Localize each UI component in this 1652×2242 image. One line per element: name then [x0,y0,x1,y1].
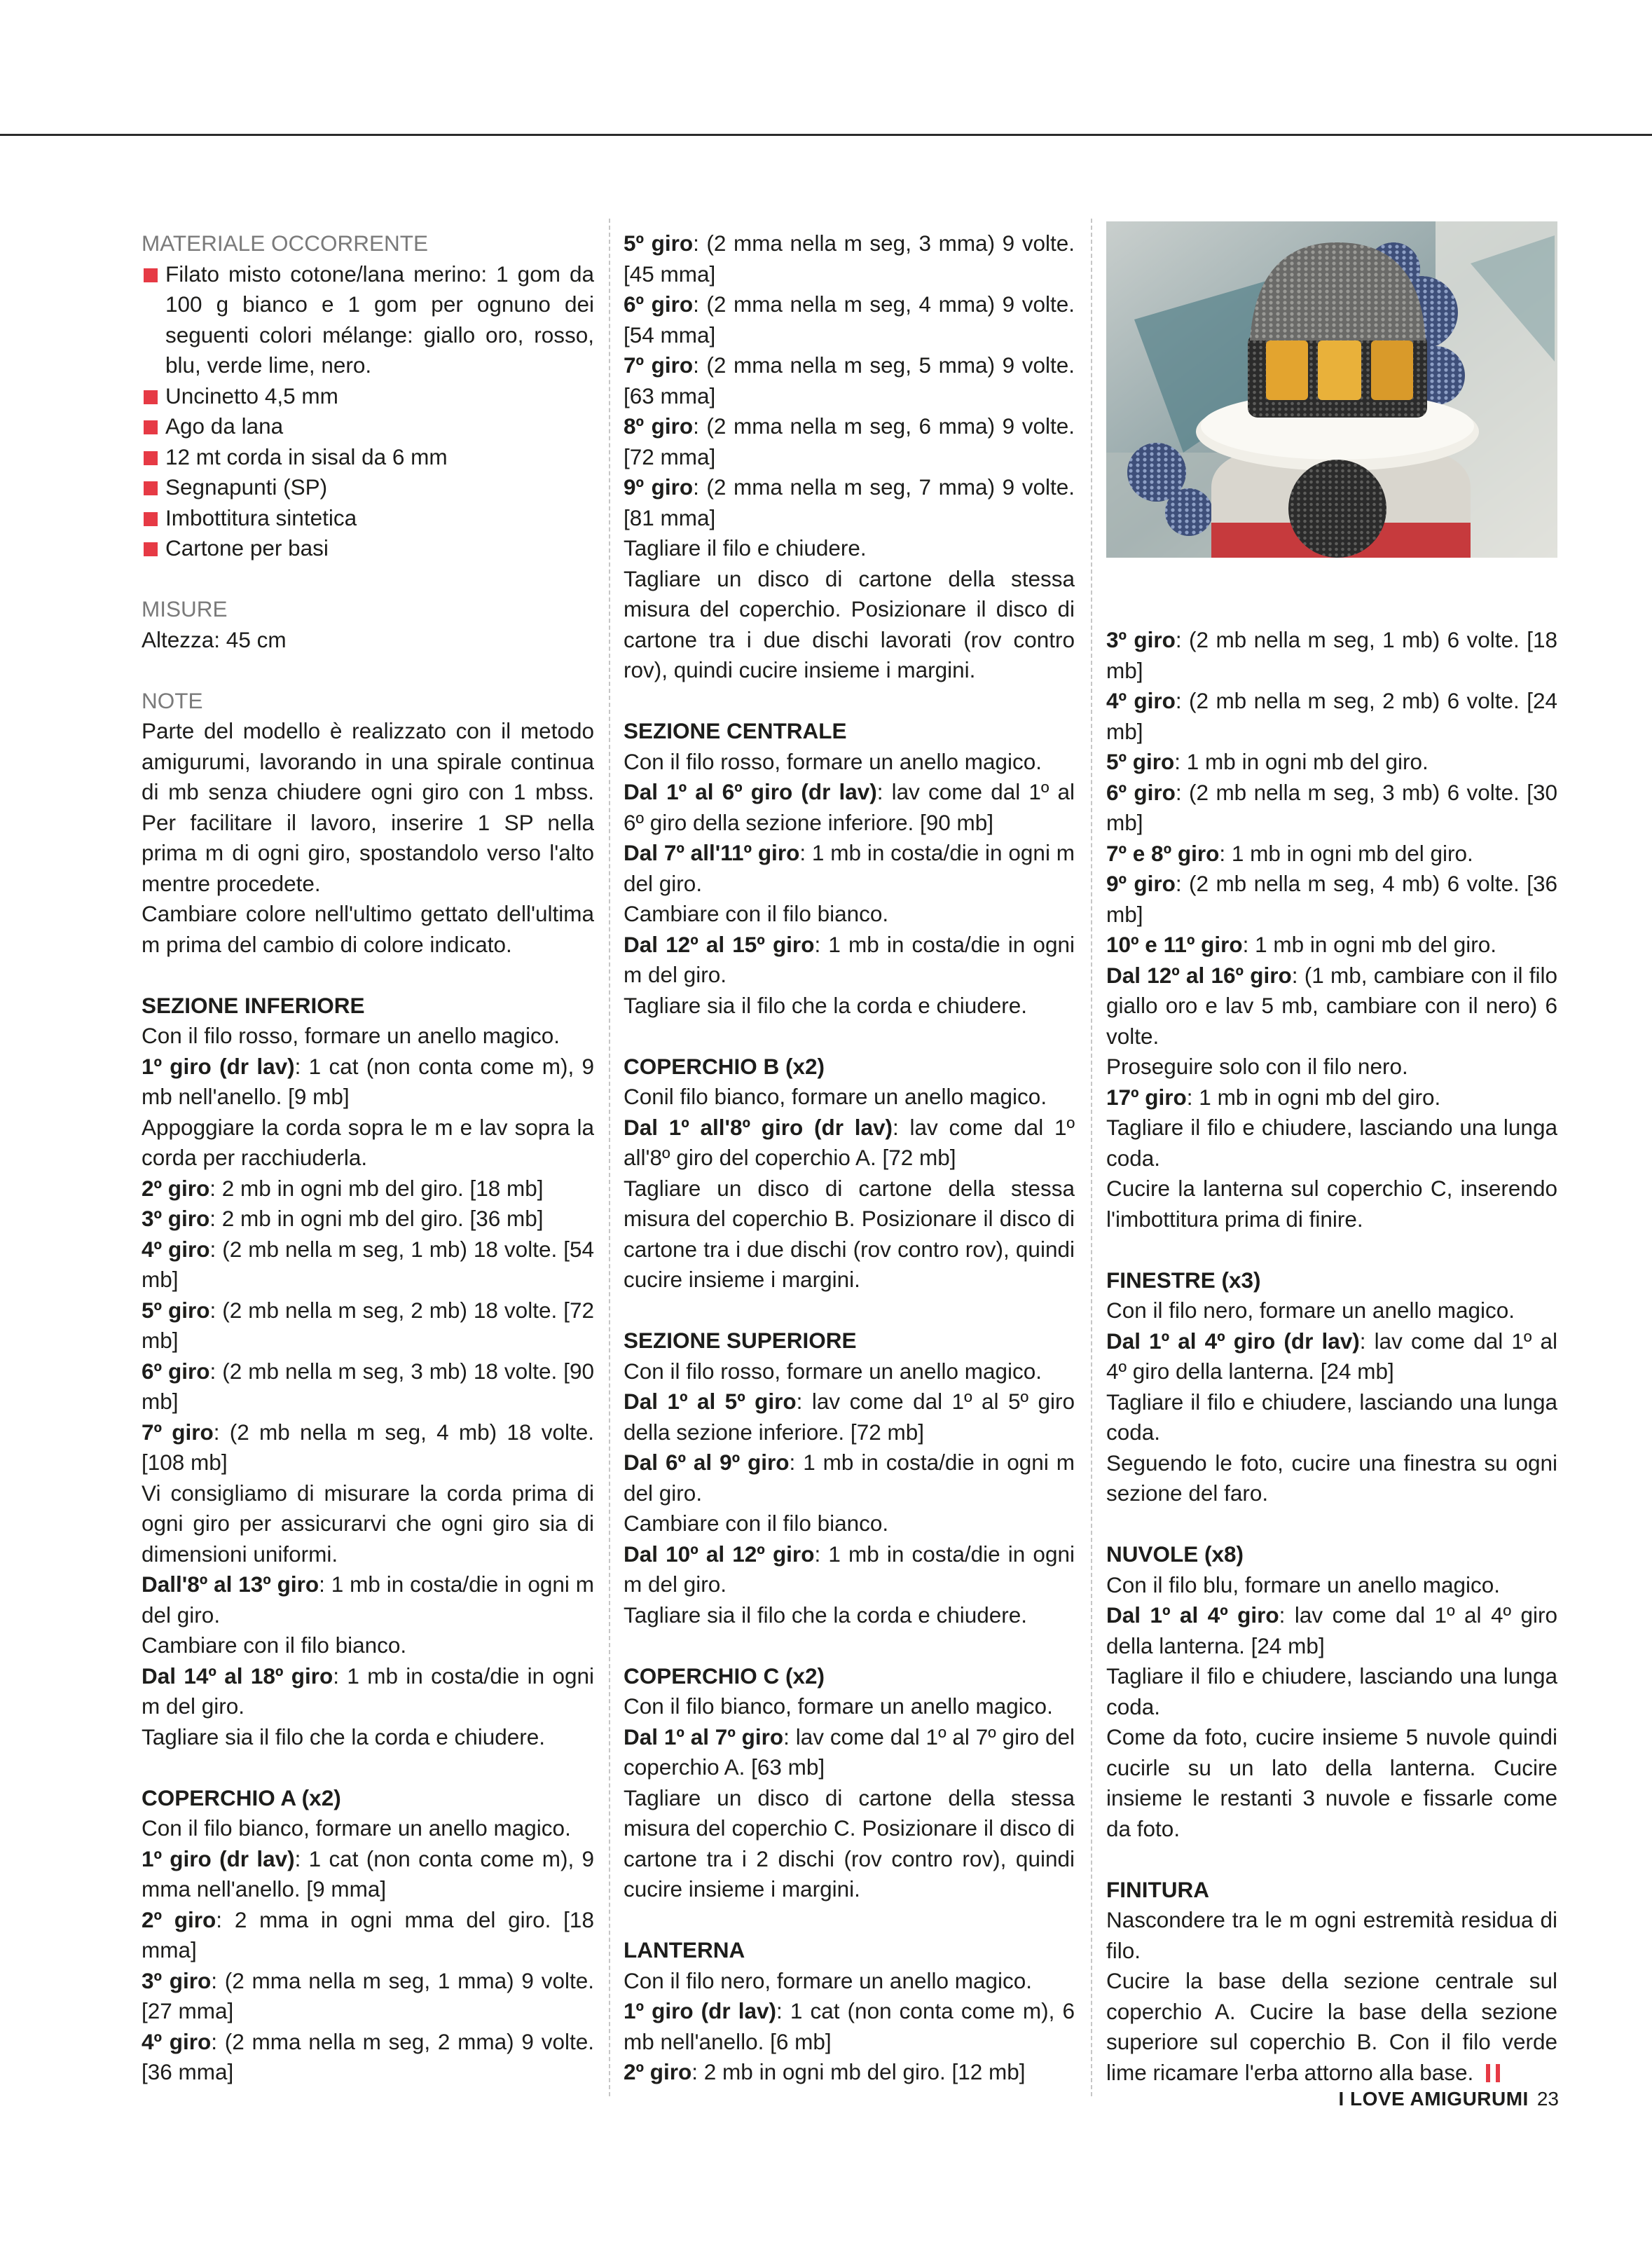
round-instruction [142,1417,594,1478]
round-text: : 1 mb in costa/die in ogni m del giro. [142,1663,594,1719]
round-label: Dal 1º all'8º giro (dr lav) [624,1114,893,1140]
section-title-finitura: FINITURA [1106,1876,1209,1902]
header-rule [0,134,1652,136]
round-instruction [142,1235,594,1295]
round-text: : 1 mb in ogni mb del giro. [1219,840,1473,866]
note-text: Cambiare colore nell'ultimo gettato dell'ultima m prima del cambio di colore indicato. [142,901,594,957]
round-instruction [1106,839,1557,869]
round-text: : 1 mb in ogni mb del giro. [1174,749,1429,774]
round-instruction [624,930,1075,991]
round-instruction [142,2027,594,2088]
round-instruction [142,1966,594,2027]
instruction: Vi consigliamo di misurare la corda prima di ogni giro per assicurarvi che ogni giro sia di dimensioni uniformi. [142,1480,594,1567]
section-title-coperchio-a: COPERCHIO A (x2) [142,1784,341,1810]
instruction: Appoggiare la corda sopra le m e lav sopra la corda per racchiuderla. [142,1114,594,1170]
instruction: Come da foto, cucire insieme 5 nuvole quindi cucirle su un lato della lanterna. Cucire insieme le restanti 3 nuvole e fissarle come da foto. [1106,1724,1557,1841]
round-text: : (2 mma nella m seg, 2 mma) 9 volte. [36 mma] [142,2028,594,2084]
round-text: : 2 mb in ogni mb del giro. [36 mb] [209,1206,544,1231]
round-text: : (2 mb nella m seg, 4 mb) 18 volte. [108 mb] [142,1419,594,1475]
round-label: 7º e 8º giro [1106,840,1220,866]
column-divider [1091,219,1092,2096]
round-label: 17º giro [1106,1084,1187,1110]
instruction: Cambiare con il filo bianco. [624,901,889,926]
material-item: Filato misto cotone/lana merino: 1 gom da 100 g bianco e 1 gom per ognuno dei seguenti colori mélange: giallo oro, rosso, blu, verde lime, nero. [142,259,594,381]
round-instruction [624,1113,1075,1174]
round-label: Dal 1º al 7º giro [624,1724,784,1749]
round-text: : lav come dal 1º all'8º giro del coperchio A. [72 mb] [624,1114,1075,1170]
round-label: Dal 1º al 6º giro (dr lav) [624,779,877,804]
round-instruction [624,1996,1075,2057]
round-label: Dal 1º al 5º giro [624,1389,797,1414]
instruction: Proseguire solo con il filo nero. [1106,1054,1408,1079]
round-instruction [1106,747,1557,778]
round-text: : 1 mb in costa/die in ogni m del giro. [624,1450,1075,1506]
round-label: 3º giro [1106,627,1176,652]
end-of-article-mark-icon [1486,2064,1500,2082]
round-instruction [142,1905,594,1966]
round-text: : (2 mb nella m seg, 2 mb) 18 volte. [72 mb] [142,1297,594,1353]
round-instruction [624,472,1075,533]
round-text: : (2 mb nella m seg, 4 mb) 6 volte. [36 mb] [1106,871,1557,927]
round-text: : (1 mb, cambiare con il filo giallo oro e lav 5 mb, cambiare con il nero) 6 volte. [1106,962,1558,1049]
round-label: Dal 1º al 4º giro [1106,1602,1279,1628]
material-item: 12 mt corda in sisal da 6 mm [142,442,594,473]
round-text: : 1 mb in costa/die in ogni m del giro. [624,931,1075,987]
round-text: : (2 mb nella m seg, 2 mb) 6 volte. [24 mb] [1106,688,1557,744]
instruction: Con il filo bianco, formare un anello magico. [142,1815,571,1841]
round-text: : 2 mb in ogni mb del giro. [12 mb] [691,2059,1026,2084]
instruction: Con il filo rosso, formare un anello magico. [624,748,1042,774]
round-instruction [624,1387,1075,1447]
instruction: Con il filo nero, formare un anello magico. [1106,1298,1515,1323]
page-footer [1338,2088,1559,2110]
round-label: 2º giro [142,1906,216,1932]
round-label: 2º giro [624,2059,692,2084]
misure-text: Altezza: 45 cm [142,626,287,652]
round-instruction [142,1052,594,1113]
round-label: 1º giro (dr lav) [142,1845,295,1871]
round-instruction [1106,1082,1557,1113]
round-text: : 2 mb in ogni mb del giro. [18 mb] [209,1175,544,1201]
round-instruction [624,1539,1075,1600]
round-instruction [142,1295,594,1356]
round-text: : 1 mb in costa/die in ogni m del giro. [624,840,1075,896]
round-instruction [142,1569,594,1630]
round-label: Dal 12º al 15º giro [624,931,815,957]
round-text: : lav come dal 1º al 7º giro del coperchio A. [63 mb] [624,1724,1075,1780]
round-label: 6º giro [624,291,694,317]
round-text: : (2 mma nella m seg, 7 mma) 9 volte. [81 mma] [624,474,1075,530]
round-instruction [1106,930,1557,961]
instruction [1106,1966,1557,2088]
round-instruction [624,1447,1075,1508]
round-instruction [624,838,1075,899]
column-2 [624,228,1075,2088]
round-text: : 1 cat (non conta come m), 6 mb nell'anello. [6 mb] [624,1998,1075,2054]
section-title-lanterna: LANTERNA [624,1937,745,1962]
round-text: : (2 mb nella m seg, 1 mb) 18 volte. [54 mb] [142,1236,594,1292]
section-title-coperchio-b: COPERCHIO B (x2) [624,1053,825,1079]
round-instruction [624,1722,1075,1783]
magazine-title: I LOVE AMIGURUMI [1338,2088,1529,2110]
round-label: 3º giro [142,1967,212,1993]
column-1 [142,228,594,2088]
round-label: 9º giro [624,474,694,500]
round-text: : 1 cat (non conta come m), 9 mb nell'anello. [9 mb] [142,1053,594,1109]
instruction: Con il filo nero, formare un anello magico. [624,1967,1033,1993]
round-instruction [624,2057,1075,2088]
instruction: Cambiare con il filo bianco. [142,1632,407,1658]
round-label: 1º giro (dr lav) [142,1053,295,1079]
instruction: Tagliare un disco di cartone della stessa misura del coperchio. Posizionare il disco di cartone tra i due dischi lavorati (rov contro rov), quindi cucire insieme i margini. [624,565,1075,682]
round-text: : (2 mb nella m seg, 3 mb) 6 volte. [30 mb] [1106,779,1557,835]
instruction: Seguendo le foto, cucire una finestra su ogni sezione del faro. [1106,1450,1557,1506]
instruction: Tagliare un disco di cartone della stessa misura del coperchio B. Posizionare il disco di cartone tra i due dischi (rov contro rov), quindi cucire insieme i margini. [624,1175,1075,1292]
round-text: : 1 mb in ogni mb del giro. [1242,932,1497,957]
instruction: Con il filo rosso, formare un anello magico. [624,1358,1042,1384]
round-text: : lav come dal 1º al 5º giro della sezione inferiore. [72 mb] [624,1389,1075,1445]
lighthouse-illustration [1106,221,1557,558]
round-text: : (2 mma nella m seg, 5 mma) 9 volte. [63 mma] [624,352,1075,408]
round-instruction [142,1356,594,1417]
instruction: Tagliare il filo e chiudere, lasciando una lunga coda. [1106,1389,1557,1445]
material-item: Imbottitura sintetica [142,503,594,534]
round-label: 6º giro [1106,779,1176,805]
round-instruction [142,1174,594,1204]
amigurumi-lighthouse-photo [1106,221,1557,558]
round-label: 8º giro [624,413,694,439]
column-divider [609,219,610,2096]
material-item: Ago da lana [142,411,594,442]
round-label: 10º e 11º giro [1106,932,1243,957]
page-number: 23 [1536,2088,1559,2110]
round-text: : 1 mb in ogni mb del giro. [1186,1084,1441,1110]
section-title-nuvole: NUVOLE (x8) [1106,1541,1244,1567]
round-label: 7º giro [624,352,694,378]
round-text: : lav come dal 1º al 4º giro della lanterna. [24 mb] [1106,1328,1557,1384]
material-item: Segnapunti (SP) [142,472,594,503]
round-text: : 1 mb in costa/die in ogni m del giro. [624,1541,1075,1597]
round-label: 5º giro [1106,749,1175,774]
round-instruction [624,228,1075,289]
round-label: Dal 12º al 16º giro [1106,962,1292,988]
instruction: Con il filo blu, formare un anello magico. [1106,1572,1501,1597]
instruction: Cambiare con il filo bianco. [624,1511,889,1536]
note-title: NOTE [142,687,203,713]
round-label: Dal 7º all'11º giro [624,840,800,865]
round-text: : lav come dal 1º al 4º giro della lanterna. [24 mb] [1106,1602,1558,1658]
section-title-inferiore: SEZIONE INFERIORE [142,992,365,1018]
misure-title: MISURE [142,596,228,621]
round-instruction [624,411,1075,472]
round-text: : (2 mb nella m seg, 3 mb) 18 volte. [90 mb] [142,1358,594,1414]
instruction: Tagliare sia il filo che la corda e chiudere. [624,992,1028,1018]
finishing-text: Cucire la base della sezione centrale sul coperchio A. Cucire la base della sezione superiore sul coperchio B. Con il filo verde lime ricamare l'erba attorno alla base. [1106,1968,1557,2085]
instruction: Tagliare il filo e chiudere. [624,535,867,560]
round-label: 3º giro [142,1206,210,1231]
material-item: Cartone per basi [142,533,594,564]
instruction: Conil filo bianco, formare un anello magico. [624,1084,1047,1109]
instruction: Tagliare un disco di cartone della stessa misura del coperchio C. Posizionare il disco di cartone tra i 2 dischi (rov contro rov), quindi cucire insieme i margini. [624,1784,1075,1901]
round-label: 4º giro [1106,688,1176,713]
round-text: : (2 mma nella m seg, 6 mma) 9 volte. [72 mma] [624,413,1075,469]
round-text: : (2 mma nella m seg, 1 mma) 9 volte. [27 mma] [142,1967,594,2023]
material-item: Uncinetto 4,5 mm [142,381,594,412]
round-instruction [1106,778,1557,839]
section-title-centrale: SEZIONE CENTRALE [624,718,847,743]
instruction: Tagliare sia il filo che la corda e chiudere. [142,1724,546,1749]
instruction: Cucire la lanterna sul coperchio C, inserendo l'imbottitura prima di finire. [1106,1176,1557,1232]
round-instruction [142,1844,594,1905]
round-text: : 1 cat (non conta come m), 9 mma nell'anello. [9 mma] [142,1845,594,1901]
round-text: : lav come dal 1º al 6º giro della sezione inferiore. [90 mb] [624,779,1075,835]
note-text: Parte del modello è realizzato con il metodo amigurumi, lavorando in una spirale continua di mb senza chiudere ogni giro con 1 mbss. Per facilitare il lavoro, inserire 1 SP nella prima m di ogni giro, spostandolo verso l'alto mentre procedete. [142,718,594,896]
round-label: 9º giro [1106,871,1176,896]
round-text: : (2 mb nella m seg, 1 mb) 6 volte. [18 mb] [1106,627,1557,683]
round-instruction [1106,686,1557,747]
round-instruction [1106,625,1557,686]
round-label: 6º giro [142,1358,210,1384]
section-title-finestre: FINESTRE (x3) [1106,1267,1261,1293]
section-title-superiore: SEZIONE SUPERIORE [624,1328,857,1353]
instruction: Nascondere tra le m ogni estremità residua di filo. [1106,1907,1557,1963]
round-label: Dal 1º al 4º giro (dr lav) [1106,1328,1360,1354]
round-instruction [142,1204,594,1235]
round-instruction [1106,1600,1557,1661]
round-instruction [624,777,1075,838]
round-instruction [624,350,1075,411]
round-label: 4º giro [142,2028,212,2054]
section-title-coperchio-c: COPERCHIO C (x2) [624,1663,825,1689]
round-instruction [624,289,1075,350]
round-label: Dal 14º al 18º giro [142,1663,333,1689]
round-label: 5º giro [624,231,694,256]
round-instruction [142,1661,594,1722]
round-label: 4º giro [142,1236,210,1262]
column-3 [1106,625,1557,2088]
round-text: : (2 mma nella m seg, 3 mma) 9 volte. [45 mma] [624,231,1075,287]
instruction: Tagliare il filo e chiudere, lasciando una lunga coda. [1106,1115,1557,1171]
round-label: 1º giro (dr lav) [624,1998,777,2023]
round-instruction [1106,1326,1557,1387]
instruction: Tagliare il filo e chiudere, lasciando una lunga coda. [1106,1663,1557,1719]
round-label: Dall'8º al 13º giro [142,1572,319,1597]
round-label: 7º giro [142,1419,214,1445]
round-label: Dal 6º al 9º giro [624,1450,790,1475]
round-label: Dal 10º al 12º giro [624,1541,815,1567]
round-text: : 1 mb in costa/die in ogni m del giro. [142,1572,594,1628]
instruction: Con il filo rosso, formare un anello magico. [142,1023,560,1048]
instruction: Tagliare sia il filo che la corda e chiudere. [624,1602,1028,1628]
round-instruction [1106,869,1557,930]
round-text: : 2 mma in ogni mma del giro. [18 mma] [142,1906,594,1962]
round-label: 2º giro [142,1175,210,1201]
instruction: Con il filo bianco, formare un anello magico. [624,1693,1053,1719]
round-instruction [1106,961,1557,1052]
round-text: : (2 mma nella m seg, 4 mma) 9 volte. [54 mma] [624,291,1075,348]
round-label: 5º giro [142,1297,210,1323]
materials-title: MATERIALE OCCORRENTE [142,231,428,256]
